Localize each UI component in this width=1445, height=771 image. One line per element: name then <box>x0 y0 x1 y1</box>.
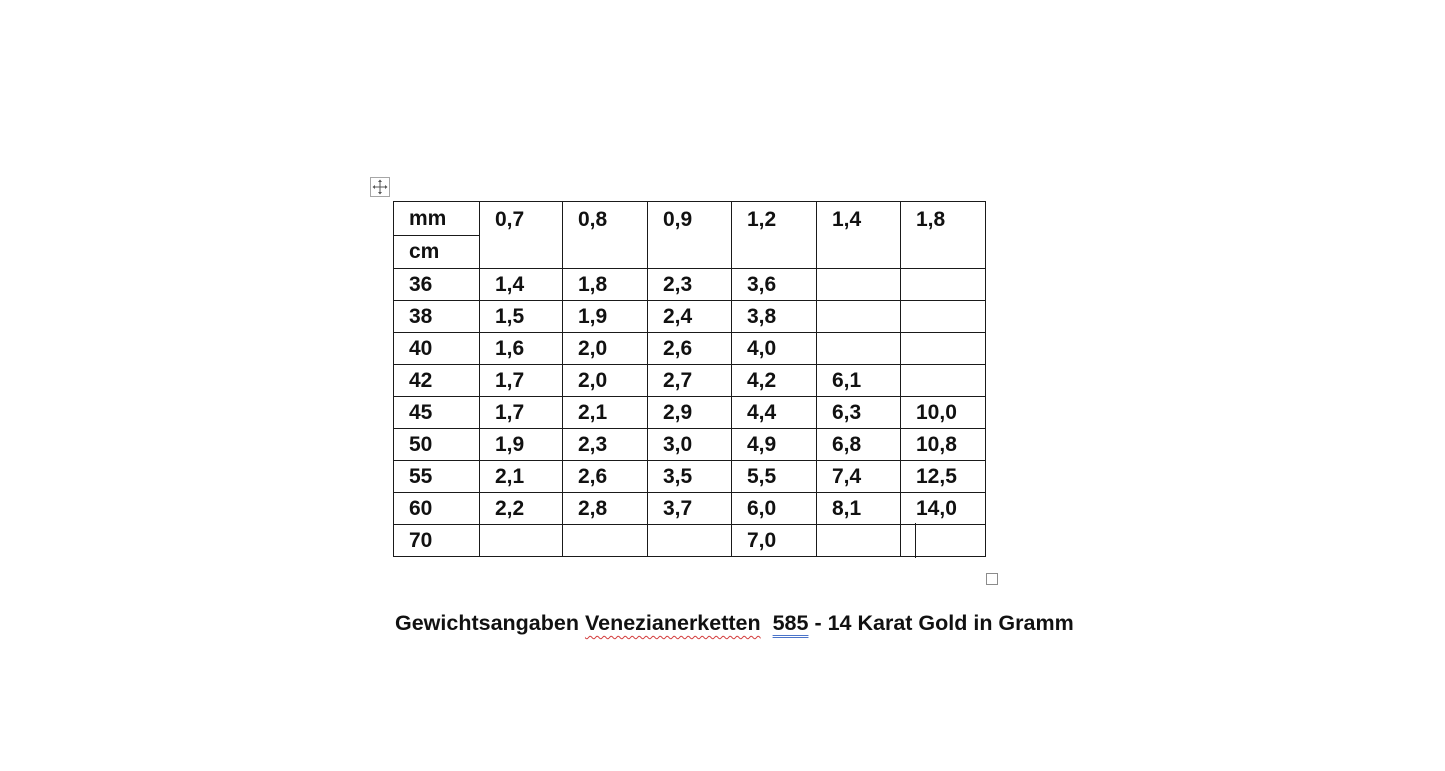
weight-cell: 6,3 <box>817 397 901 429</box>
row-length-cell: 70 <box>394 525 480 557</box>
chain-weight-table <box>393 201 986 557</box>
weight-cell <box>817 333 901 365</box>
weight-cell: 2,0 <box>563 365 648 397</box>
table-row <box>394 301 986 333</box>
caption-spellcheck-word: Venezianerketten <box>584 611 761 635</box>
table-row <box>394 397 986 429</box>
caption-part: - 14 Karat Gold in Gramm <box>808 611 1074 635</box>
table-row <box>394 461 986 493</box>
weight-cell: 2,6 <box>563 461 648 493</box>
weight-cell: 14,0 <box>901 493 986 525</box>
column-header: 0,7 <box>480 202 563 269</box>
weight-cell: 3,8 <box>732 301 817 333</box>
weight-cell: 3,0 <box>648 429 732 461</box>
weight-cell: 3,6 <box>732 269 817 301</box>
row-length-cell: 50 <box>394 429 480 461</box>
column-header: 1,2 <box>732 202 817 269</box>
weight-cell: 4,2 <box>732 365 817 397</box>
weight-cell: 2,4 <box>648 301 732 333</box>
table-row <box>394 493 986 525</box>
caption-grammar-word: 585 <box>772 611 809 635</box>
weight-cell: 2,1 <box>563 397 648 429</box>
weight-cell <box>563 525 648 557</box>
weight-cell: 1,5 <box>480 301 563 333</box>
weight-cell <box>901 301 986 333</box>
caption-part <box>761 611 773 635</box>
row-length-cell: 42 <box>394 365 480 397</box>
row-length-cell: 55 <box>394 461 480 493</box>
weight-cell <box>901 333 986 365</box>
weight-cell: 4,0 <box>732 333 817 365</box>
header-row-mm <box>394 202 986 236</box>
weight-cell: 7,4 <box>817 461 901 493</box>
weight-cell: 1,7 <box>480 365 563 397</box>
row-length-cell: 45 <box>394 397 480 429</box>
cell-split-line <box>915 523 916 558</box>
weight-cell: 2,0 <box>563 333 648 365</box>
table-row <box>394 365 986 397</box>
weight-cell: 2,3 <box>563 429 648 461</box>
weight-cell <box>480 525 563 557</box>
table-row <box>394 269 986 301</box>
weight-cell <box>817 525 901 557</box>
row-length-cell: 38 <box>394 301 480 333</box>
weight-cell <box>817 301 901 333</box>
weight-cell: 1,9 <box>563 301 648 333</box>
caption-part: Gewichtsangaben <box>395 611 585 635</box>
weight-cell: 1,9 <box>480 429 563 461</box>
row-length-cell: 40 <box>394 333 480 365</box>
weight-cell: 4,4 <box>732 397 817 429</box>
table-row <box>394 333 986 365</box>
table-row <box>394 429 986 461</box>
weight-cell <box>817 269 901 301</box>
weight-cell: 6,0 <box>732 493 817 525</box>
column-header: 1,4 <box>817 202 901 269</box>
weight-cell: 2,6 <box>648 333 732 365</box>
weight-cell: 8,1 <box>817 493 901 525</box>
four-arrow-move-icon <box>371 178 389 196</box>
header-mm-label: mm <box>394 202 480 236</box>
table-row <box>394 525 986 557</box>
row-length-cell: 36 <box>394 269 480 301</box>
table-resize-handle-icon[interactable] <box>986 573 998 585</box>
weight-cell: 5,5 <box>732 461 817 493</box>
weight-cell: 6,1 <box>817 365 901 397</box>
weight-cell: 3,7 <box>648 493 732 525</box>
weight-cell <box>648 525 732 557</box>
header-cm-label: cm <box>394 236 480 269</box>
weight-cell: 12,5 <box>901 461 986 493</box>
table-caption <box>395 611 1074 636</box>
weight-cell: 2,9 <box>648 397 732 429</box>
column-header: 0,9 <box>648 202 732 269</box>
weight-cell: 6,8 <box>817 429 901 461</box>
weight-cell: 2,2 <box>480 493 563 525</box>
weight-cell: 2,7 <box>648 365 732 397</box>
weight-cell <box>901 269 986 301</box>
weight-cell: 1,8 <box>563 269 648 301</box>
weight-cell: 2,8 <box>563 493 648 525</box>
row-length-cell: 60 <box>394 493 480 525</box>
weight-cell: 2,3 <box>648 269 732 301</box>
weight-cell: 1,7 <box>480 397 563 429</box>
weight-cell: 10,0 <box>901 397 986 429</box>
weight-cell: 4,9 <box>732 429 817 461</box>
weight-cell: 10,8 <box>901 429 986 461</box>
weight-cell: 1,4 <box>480 269 563 301</box>
weight-cell <box>901 365 986 397</box>
weight-cell: 3,5 <box>648 461 732 493</box>
weight-cell <box>901 525 986 557</box>
weight-cell: 2,1 <box>480 461 563 493</box>
weight-cell: 7,0 <box>732 525 817 557</box>
table-move-handle-icon[interactable] <box>370 177 390 197</box>
weight-cell: 1,6 <box>480 333 563 365</box>
column-header: 0,8 <box>563 202 648 269</box>
column-header: 1,8 <box>901 202 986 269</box>
